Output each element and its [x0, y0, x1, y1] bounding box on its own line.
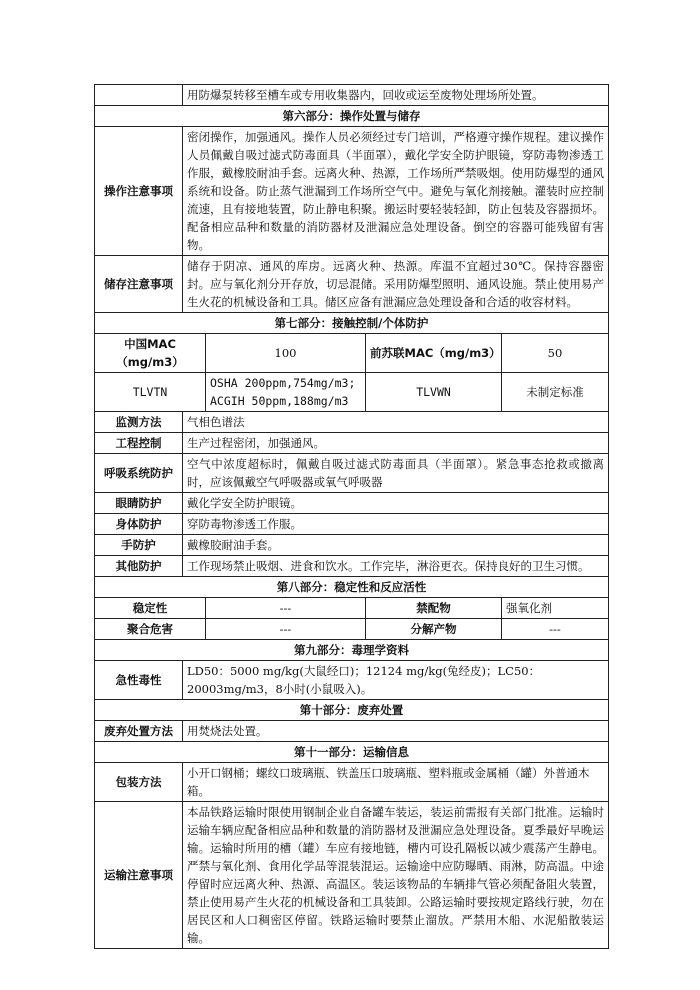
section-7-title: 第七部分：接触控制/个体防护 — [95, 313, 609, 334]
decomposition-label: 分解产物 — [366, 619, 502, 640]
tlvtn-value — [206, 373, 366, 412]
protection-row — [95, 535, 609, 556]
section-8-title: 第八部分：稳定性和反应活性 — [95, 577, 609, 598]
decomposition-value: --- — [502, 619, 609, 640]
disposal-row — [95, 721, 609, 742]
protection-label: 眼睛防护 — [95, 493, 183, 514]
handling-label: 操作注意事项 — [95, 127, 183, 256]
msds-table — [94, 84, 609, 949]
polymerization-label: 聚合危害 — [95, 619, 206, 640]
tlvtn-osha: OSHA 200ppm,754mg/m3; — [210, 376, 356, 390]
transport-value: 本品铁路运输时限使用钢制企业自备罐车装运，装运前需报有关部门批准。运输时运输车辆应配备相应品种和数量的消防器材及泄漏应急处理设备。夏季最好早晚运输。运输时所用的槽（罐）车应有接地链，槽内可设孔隔板以减少震荡产生静电。严禁与氧化剂、食用化学品等混装混运。运输途中应防曝晒、雨淋，防高温。中途停留时应远离火种、热源、高温区。装运该物品的车辆排气管必须配备阻火装置，禁止使用易产生火花的机械设备和工具装卸。公路运输时要按规定路线行驶，勿在居民区和人口稠密区停留。铁路运输时要禁止溜放。严禁用木船、水泥船散装运输。 — [183, 802, 609, 949]
disposal-value: 用焚烧法处置。 — [183, 721, 609, 742]
acute-toxicity-value: LD50：5000 mg/kg(大鼠经口)；12124 mg/kg(兔经皮)；LC50：20003mg/m3，8小时(小鼠吸入)。 — [183, 661, 609, 700]
protection-label: 工程控制 — [95, 433, 183, 454]
transport-row — [95, 802, 609, 949]
tlvtn-label: TLVTN — [95, 373, 206, 412]
protection-label: 监测方法 — [95, 412, 183, 433]
tlvwn-value: 未制定标准 — [502, 373, 609, 412]
disposal-continuation-row — [95, 85, 609, 106]
stability-value: --- — [206, 598, 366, 619]
storage-label: 储存注意事项 — [95, 256, 183, 313]
handling-row — [95, 127, 609, 256]
polymerization-row — [95, 619, 609, 640]
mac-ussr-value: 50 — [502, 334, 609, 373]
protection-value: 戴橡胶耐油手套。 — [183, 535, 609, 556]
tlvtn-acgih: ACGIH 50ppm,188mg/m3 — [210, 394, 349, 408]
mac-row — [95, 334, 609, 373]
protection-row — [95, 493, 609, 514]
storage-row — [95, 256, 609, 313]
handling-text: 密闭操作，加强通风。操作人员必须经过专门培训，严格遵守操作规程。建议操作人员佩戴自吸过滤式防毒面具（半面罩），戴化学安全防护眼镜，穿防毒物渗透工作服，戴橡胶耐油手套。远离火种、热源，工作场所严禁吸烟。使用防爆型的通风系统和设备。防止蒸气泄漏到工作场所空气中。避免与氧化剂接触。灌装时应控制流速，且有接地装置，防止静电积聚。搬运时要轻装轻卸，防止包装及容器损坏。配备相应品种和数量的消防器材及泄漏应急处理设备。倒空的容器可能残留有害物。 — [183, 127, 609, 256]
protection-value: 气相色谱法 — [183, 412, 609, 433]
tlv-row — [95, 373, 609, 412]
protection-value: 穿防毒物渗透工作服。 — [183, 514, 609, 535]
section-9-title: 第九部分：毒理学资料 — [95, 640, 609, 661]
packaging-label: 包装方法 — [95, 763, 183, 802]
mac-china-label: 中国MAC（mg/m3） — [95, 334, 206, 373]
protection-row — [95, 433, 609, 454]
mac-ussr-label: 前苏联MAC（mg/m3） — [366, 334, 502, 373]
acute-toxicity-label: 急性毒性 — [95, 661, 183, 700]
protection-label: 呼吸系统防护 — [95, 454, 183, 493]
packaging-row — [95, 763, 609, 802]
protection-value: 工作现场禁止吸烟、进食和饮水。工作完毕，淋浴更衣。保持良好的卫生习惯。 — [183, 556, 609, 577]
packaging-value: 小开口钢桶；螺纹口玻璃瓶、铁盖压口玻璃瓶、塑料瓶或金属桶（罐）外普通木箱。 — [183, 763, 609, 802]
section-10-title: 第十部分：废弃处置 — [95, 700, 609, 721]
protection-label: 身体防护 — [95, 514, 183, 535]
protection-value: 生产过程密闭，加强通风。 — [183, 433, 609, 454]
transport-label: 运输注意事项 — [95, 802, 183, 949]
protection-value: 空气中浓度超标时，佩戴自吸过滤式防毒面具（半面罩）。紧急事态抢救或撤离时，应该佩戴空气呼吸器或氧气呼吸器 — [183, 454, 609, 493]
polymerization-value: --- — [206, 619, 366, 640]
protection-value: 戴化学安全防护眼镜。 — [183, 493, 609, 514]
section-6-title: 第六部分：操作处置与储存 — [95, 106, 609, 127]
mac-china-value: 100 — [206, 334, 366, 373]
protection-label: 其他防护 — [95, 556, 183, 577]
stability-label: 稳定性 — [95, 598, 206, 619]
protection-row — [95, 556, 609, 577]
disposal-continuation-text: 用防爆泵转移至槽车或专用收集器内，回收或运至废物处理场所处置。 — [183, 85, 609, 106]
tlvwn-label: TLVWN — [366, 373, 502, 412]
protection-row — [95, 454, 609, 493]
protection-row — [95, 514, 609, 535]
disposal-label: 废弃处置方法 — [95, 721, 183, 742]
section-11-title: 第十一部分：运输信息 — [95, 742, 609, 763]
protection-label: 手防护 — [95, 535, 183, 556]
storage-text: 储存于阴凉、通风的库房。远离火种、热源。库温不宜超过30℃。保持容器密封。应与氧化剂分开存放，切忌混储。采用防爆型照明、通风设施。禁止使用易产生火花的机械设备和工具。储区应备有泄漏应急处理设备和合适的收容材料。 — [183, 256, 609, 313]
stability-row — [95, 598, 609, 619]
acute-toxicity-row — [95, 661, 609, 700]
protection-row — [95, 412, 609, 433]
incompatible-label: 禁配物 — [366, 598, 502, 619]
incompatible-value: 强氧化剂 — [502, 598, 609, 619]
